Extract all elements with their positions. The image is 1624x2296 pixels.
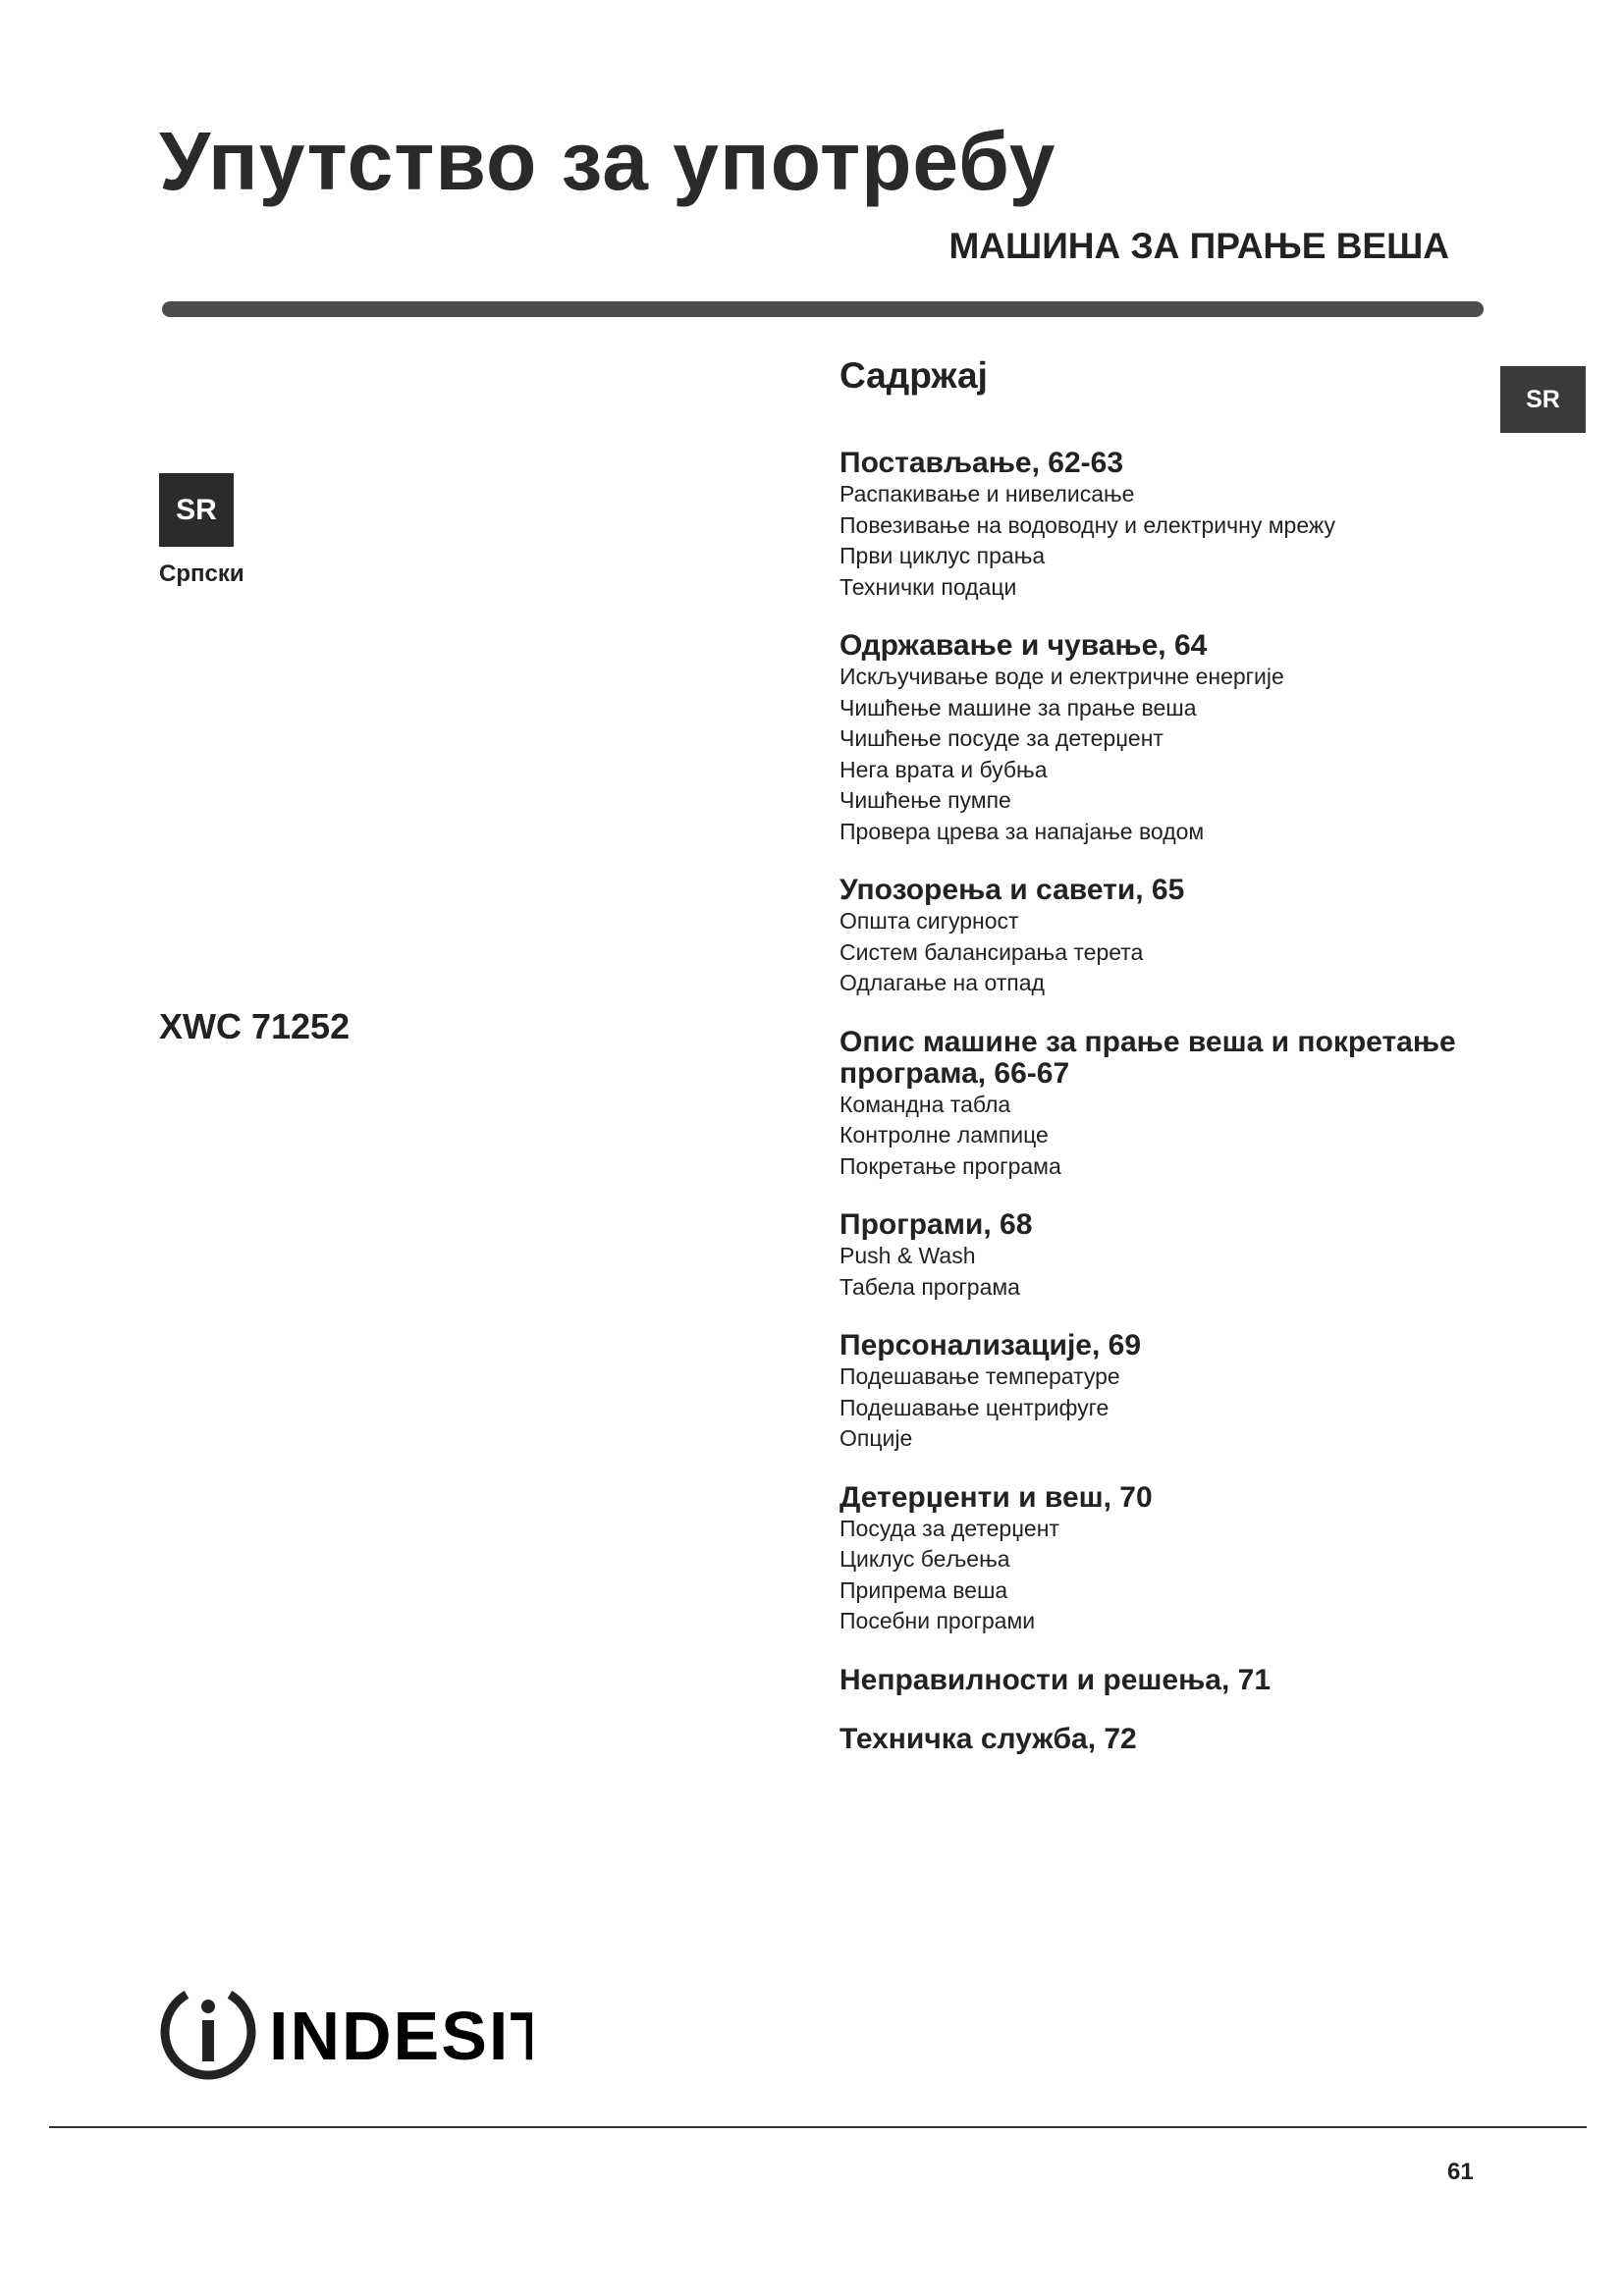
toc-section [839, 630, 1468, 847]
toc-item: Чишћење машине за прање веша [839, 694, 1197, 721]
toc-section-heading: Одржавање и чување, 64 [839, 629, 1208, 662]
toc-item: Општа сигурност [839, 908, 1019, 934]
toc-section-heading: Техничка служба, 72 [839, 1722, 1137, 1755]
toc-item: Провера црева за напајање водом [839, 818, 1205, 844]
toc-item-list [839, 1514, 1468, 1637]
footer-divider [49, 2126, 1587, 2128]
language-badge: SR [159, 473, 234, 547]
toc-item: Циклус бељења [839, 1546, 1010, 1572]
toc-item: Чишћење посуде за детерџент [839, 725, 1164, 751]
page-subtitle: МАШИНА ЗА ПРАЊЕ ВЕША [948, 226, 1449, 266]
toc-section-heading: Опис машине за прање веша и покретање програма, 66-67 [839, 1025, 1456, 1090]
toc-item: Посуда за детерџент [839, 1515, 1059, 1541]
toc-section [839, 448, 1468, 603]
toc-item: Покретање програма [839, 1152, 1061, 1179]
toc-sections [839, 448, 1468, 1755]
toc-item: Повезивање на водоводну и електричну мрежу [839, 511, 1336, 538]
toc-section-heading: Постављање, 62-63 [839, 447, 1124, 479]
toc-item: Push & Wash [839, 1243, 976, 1268]
toc-item-list [839, 1090, 1468, 1183]
toc-section [839, 1724, 1468, 1755]
toc-item: Нега врата и бубња [839, 756, 1048, 782]
toc-item: Опције [839, 1425, 913, 1451]
toc-item: Посебни програми [839, 1608, 1036, 1633]
toc-section-heading: Упозорења и савети, 65 [839, 874, 1185, 906]
toc-item: Командна табла [839, 1091, 1011, 1117]
language-tab: SR [1500, 366, 1586, 433]
toc-item-list [839, 479, 1468, 603]
toc-item: Систем балансирања терета [839, 938, 1144, 965]
toc-item: Подешавање центрифуге [839, 1394, 1110, 1420]
toc-item: Распакивање и нивелисање [839, 481, 1135, 507]
toc-section [839, 875, 1468, 999]
toc-section [839, 1209, 1468, 1303]
toc-item: Табела програма [839, 1273, 1020, 1300]
page-number: 61 [1447, 2159, 1474, 2185]
toc-section [839, 1482, 1468, 1637]
brand-logo [159, 1981, 532, 2084]
toc-item: Подешавање температуре [839, 1363, 1120, 1389]
toc-item-list [839, 662, 1468, 847]
toc-item: Технички подаци [839, 573, 1017, 600]
toc-section-heading: Неправилности и решења, 71 [839, 1663, 1272, 1696]
toc-item: Чишћење пумпе [839, 787, 1011, 813]
toc-item: Припрема веша [839, 1576, 1008, 1603]
toc-section-heading: Детерџенти и веш, 70 [839, 1480, 1153, 1514]
model-number: XWC 71252 [159, 1006, 351, 1046]
toc-section [839, 1330, 1468, 1455]
language-name: Српски [159, 561, 244, 587]
toc-item-list [839, 1362, 1468, 1455]
toc-item: Први циклус прања [839, 543, 1046, 568]
toc-item-list [839, 906, 1468, 999]
table-of-contents [839, 355, 1468, 1783]
toc-section [839, 1027, 1468, 1183]
toc-item: Одлагање на отпад [839, 970, 1045, 995]
indesit-logo-icon [159, 1981, 532, 2084]
toc-section-heading: Програми, 68 [839, 1208, 1033, 1241]
toc-item-list [839, 1241, 1468, 1303]
page-title: Упутство за употребу [159, 115, 1056, 207]
toc-title: Садржај [839, 355, 988, 396]
toc-item: Искључивање воде и електричне енергије [839, 664, 1284, 689]
brand-name: INDESIT [269, 1998, 532, 2074]
toc-section [839, 1665, 1468, 1696]
header-divider [162, 301, 1484, 317]
toc-item: Контролне лампице [839, 1122, 1049, 1148]
toc-section-heading: Персонализације, 69 [839, 1329, 1142, 1362]
